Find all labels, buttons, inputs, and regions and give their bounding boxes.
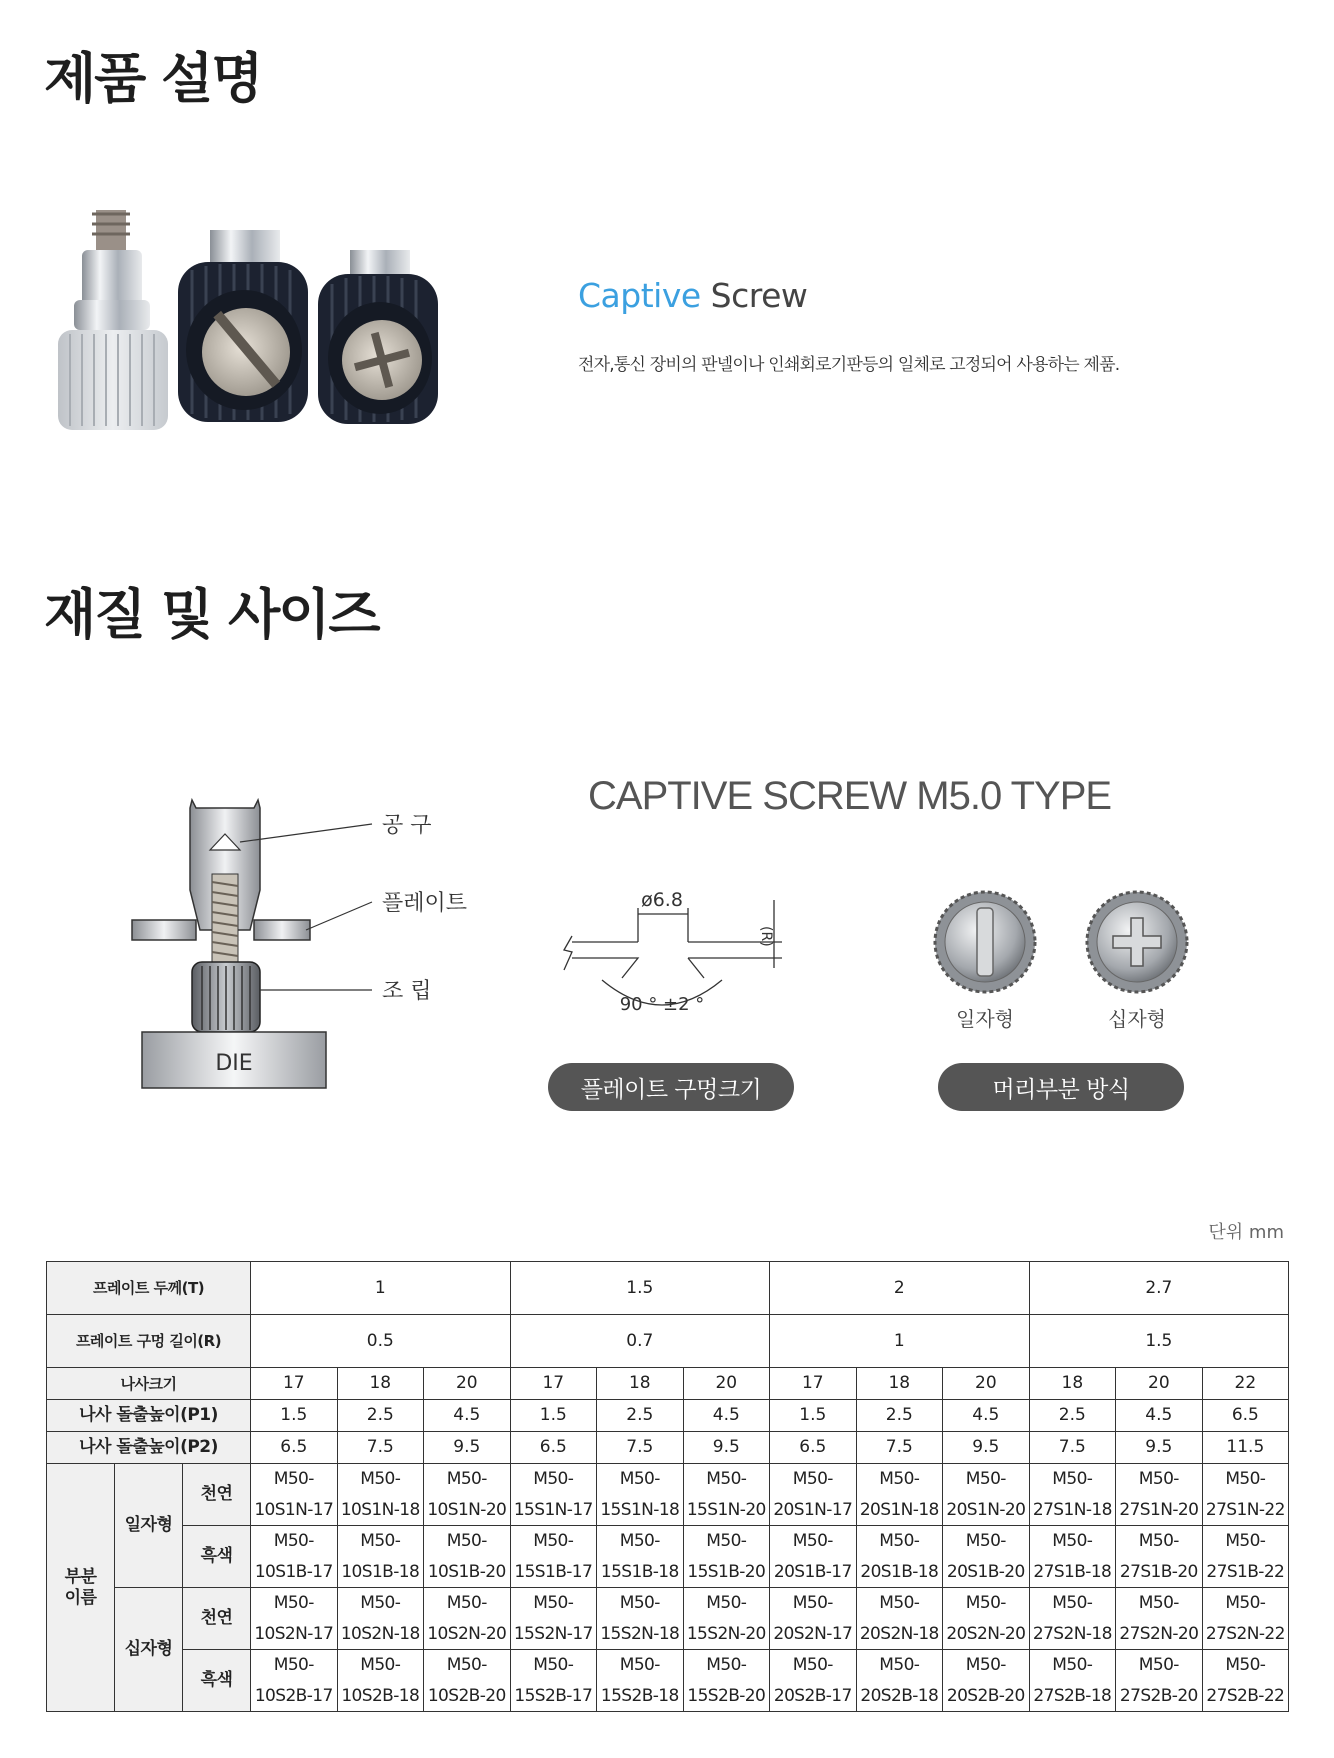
part-code-prefix: M50- (943, 1588, 1030, 1619)
spec-table (46, 1261, 1289, 1712)
head-cross-label: 십자형 (1108, 1007, 1166, 1031)
table-cell: 0.7 (510, 1315, 770, 1368)
table-cell: 1 (251, 1262, 511, 1315)
product-description: 전자,통신 장비의 판넬이나 인쇄회로기판등의 일체로 고정되어 사용하는 제품. (578, 355, 1120, 375)
part-code-prefix: M50- (1202, 1464, 1289, 1495)
table-cell: 20 (424, 1368, 511, 1400)
part-code: 27S1B-18 (1029, 1557, 1116, 1588)
part-code-prefix: M50- (1116, 1526, 1203, 1557)
part-code: 10S1B-17 (251, 1557, 338, 1588)
part-code-prefix: M50- (943, 1650, 1030, 1681)
part-code: 20S1N-18 (856, 1495, 943, 1526)
part-code: 10S1N-20 (424, 1495, 511, 1526)
part-code: 27S1N-18 (1029, 1495, 1116, 1526)
table-cell: 22 (1202, 1368, 1289, 1400)
assembly-drawing (110, 790, 540, 1110)
part-code: 20S2N-18 (856, 1619, 943, 1650)
table-cell: 1.5 (510, 1262, 770, 1315)
table-cell: 2.7 (1029, 1262, 1289, 1315)
part-code-prefix: M50- (683, 1526, 770, 1557)
part-code: 15S1N-18 (597, 1495, 684, 1526)
table-cell: 4.5 (1116, 1400, 1203, 1432)
part-code-prefix: M50- (510, 1464, 597, 1495)
part-code: 27S1N-20 (1116, 1495, 1203, 1526)
part-code: 20S2B-20 (943, 1681, 1030, 1712)
table-cell: 2.5 (337, 1400, 424, 1432)
label-plate: 플레이트 (382, 891, 468, 916)
part-code: 15S1B-20 (683, 1557, 770, 1588)
part-code: 15S2N-18 (597, 1619, 684, 1650)
table-row (47, 1400, 1289, 1432)
part-code: 20S1B-17 (770, 1557, 857, 1588)
part-code-prefix: M50- (943, 1464, 1030, 1495)
table-cell: 7.5 (597, 1432, 684, 1464)
part-code: 27S2N-20 (1116, 1619, 1203, 1650)
part-code: 10S2N-20 (424, 1619, 511, 1650)
table-row (47, 1464, 1289, 1495)
part-code-prefix: M50- (597, 1526, 684, 1557)
table-cell: 1.5 (510, 1400, 597, 1432)
part-code-prefix: M50- (337, 1588, 424, 1619)
table-cell: 17 (251, 1368, 338, 1400)
part-code-prefix: M50- (597, 1650, 684, 1681)
table-cell: 6.5 (510, 1432, 597, 1464)
part-code-prefix: M50- (510, 1650, 597, 1681)
product-name-part2: Screw (700, 276, 808, 315)
part-code-prefix: M50- (1029, 1464, 1116, 1495)
part-code-prefix: M50- (1202, 1588, 1289, 1619)
part-code: 20S1N-20 (943, 1495, 1030, 1526)
label-tool: 공 구 (382, 813, 432, 838)
table-cell: 2 (770, 1262, 1030, 1315)
part-code: 20S2B-18 (856, 1681, 943, 1712)
part-code-prefix: M50- (1116, 1464, 1203, 1495)
row-header: 프레이트 두께(T) (47, 1262, 251, 1315)
part-code-prefix: M50- (1202, 1650, 1289, 1681)
part-code-prefix: M50- (770, 1650, 857, 1681)
part-code-prefix: M50- (1029, 1588, 1116, 1619)
part-code-prefix: M50- (510, 1588, 597, 1619)
hole-angle-label: 90 ° ±2 ° (619, 994, 705, 1015)
hole-size-diagram (562, 880, 792, 1040)
part-code-prefix: M50- (597, 1464, 684, 1495)
part-code: 27S2N-22 (1202, 1619, 1289, 1650)
table-cell: 6.5 (770, 1432, 857, 1464)
product-name (578, 276, 807, 315)
table-row (47, 1262, 1289, 1315)
section-title-material-size: 재질 및 사이즈 (44, 583, 379, 646)
table-cell: 9.5 (943, 1432, 1030, 1464)
part-name-header: 부분 이름 (47, 1464, 115, 1712)
table-row (47, 1588, 1289, 1619)
table-cell: 1.5 (770, 1400, 857, 1432)
group-header: 일자형 (115, 1464, 183, 1588)
part-code: 27S2N-18 (1029, 1619, 1116, 1650)
part-code-prefix: M50- (251, 1526, 338, 1557)
table-row (47, 1650, 1289, 1681)
part-code: 27S1B-20 (1116, 1557, 1203, 1588)
part-code-prefix: M50- (1116, 1588, 1203, 1619)
table-cell: 9.5 (1116, 1432, 1203, 1464)
part-code-prefix: M50- (251, 1650, 338, 1681)
finish-header: 천연 (183, 1464, 251, 1526)
part-code: 15S1N-20 (683, 1495, 770, 1526)
table-row (47, 1368, 1289, 1400)
table-cell: 18 (856, 1368, 943, 1400)
finish-header: 천연 (183, 1588, 251, 1650)
part-code-prefix: M50- (424, 1650, 511, 1681)
table-cell: 4.5 (424, 1400, 511, 1432)
table-cell: 4.5 (943, 1400, 1030, 1432)
table-cell: 1.5 (251, 1400, 338, 1432)
part-code: 15S2B-20 (683, 1681, 770, 1712)
finish-header: 흑색 (183, 1526, 251, 1588)
part-code: 27S2B-18 (1029, 1681, 1116, 1712)
hole-radius-label: (R) (758, 926, 774, 947)
table-cell: 2.5 (597, 1400, 684, 1432)
table-cell: 7.5 (1029, 1432, 1116, 1464)
part-code-prefix: M50- (337, 1650, 424, 1681)
part-code-prefix: M50- (943, 1526, 1030, 1557)
table-cell: 20 (1116, 1368, 1203, 1400)
part-code-prefix: M50- (1029, 1526, 1116, 1557)
unit-label: 단위 mm (1208, 1222, 1284, 1243)
part-code: 20S1B-18 (856, 1557, 943, 1588)
part-code: 10S2B-18 (337, 1681, 424, 1712)
part-code-prefix: M50- (424, 1526, 511, 1557)
part-code: 27S2B-22 (1202, 1681, 1289, 1712)
label-assembly: 조 립 (382, 979, 432, 1004)
part-code: 20S2N-20 (943, 1619, 1030, 1650)
row-header: 나사 돌출높이(P2) (47, 1432, 251, 1464)
table-cell: 2.5 (1029, 1400, 1116, 1432)
row-header: 나사 돌출높이(P1) (47, 1400, 251, 1432)
table-cell: 18 (337, 1368, 424, 1400)
part-code-prefix: M50- (856, 1588, 943, 1619)
part-code: 10S2B-20 (424, 1681, 511, 1712)
table-cell: 2.5 (856, 1400, 943, 1432)
product-name-part1: Captive (578, 276, 701, 315)
table-cell: 4.5 (683, 1400, 770, 1432)
finish-header: 흑색 (183, 1650, 251, 1712)
part-code-prefix: M50- (856, 1526, 943, 1557)
part-code-prefix: M50- (424, 1588, 511, 1619)
table-cell: 11.5 (1202, 1432, 1289, 1464)
table-row (47, 1315, 1289, 1368)
part-code: 15S1B-18 (597, 1557, 684, 1588)
table-row (47, 1526, 1289, 1557)
part-code-prefix: M50- (337, 1526, 424, 1557)
part-code: 10S1B-18 (337, 1557, 424, 1588)
part-code: 15S1B-17 (510, 1557, 597, 1588)
table-cell: 7.5 (337, 1432, 424, 1464)
part-code-prefix: M50- (1029, 1650, 1116, 1681)
row-header: 프레이트 구멍 길이(R) (47, 1315, 251, 1368)
part-code-prefix: M50- (1116, 1650, 1203, 1681)
part-code-prefix: M50- (856, 1650, 943, 1681)
part-code-prefix: M50- (1202, 1526, 1289, 1557)
part-code-prefix: M50- (510, 1526, 597, 1557)
table-cell: 17 (510, 1368, 597, 1400)
part-code-prefix: M50- (683, 1650, 770, 1681)
table-cell: 20 (943, 1368, 1030, 1400)
part-code: 20S2B-17 (770, 1681, 857, 1712)
part-code: 20S1N-17 (770, 1495, 857, 1526)
part-code: 10S1N-17 (251, 1495, 338, 1526)
group-header: 십자형 (115, 1588, 183, 1712)
part-code-prefix: M50- (770, 1464, 857, 1495)
table-cell: 20 (683, 1368, 770, 1400)
part-code: 27S2B-20 (1116, 1681, 1203, 1712)
table-cell: 6.5 (251, 1432, 338, 1464)
part-code-prefix: M50- (770, 1526, 857, 1557)
table-cell: 17 (770, 1368, 857, 1400)
part-code: 15S2B-18 (597, 1681, 684, 1712)
table-cell: 7.5 (856, 1432, 943, 1464)
part-code: 15S2N-20 (683, 1619, 770, 1650)
table-cell: 18 (597, 1368, 684, 1400)
type-title: CAPTIVE SCREW M5.0 TYPE (588, 774, 1112, 818)
part-code-prefix: M50- (597, 1588, 684, 1619)
table-cell: 1 (770, 1315, 1030, 1368)
hole-diameter-label: ø6.8 (641, 889, 683, 911)
table-cell: 6.5 (1202, 1400, 1289, 1432)
part-code: 10S2N-18 (337, 1619, 424, 1650)
part-code-prefix: M50- (683, 1464, 770, 1495)
table-cell: 0.5 (251, 1315, 511, 1368)
part-code: 15S2B-17 (510, 1681, 597, 1712)
label-die: DIE (215, 1051, 253, 1076)
table-cell: 9.5 (424, 1432, 511, 1464)
head-type-badge: 머리부분 방식 (938, 1063, 1184, 1111)
plate-hole-size-badge: 플레이트 구멍크기 (548, 1063, 794, 1111)
section-title-description: 제품 설명 (44, 47, 262, 110)
head-types-diagram (925, 890, 1195, 1050)
part-code-prefix: M50- (683, 1588, 770, 1619)
part-code-prefix: M50- (251, 1588, 338, 1619)
part-code: 15S2N-17 (510, 1619, 597, 1650)
part-code-prefix: M50- (424, 1464, 511, 1495)
part-code: 10S2N-17 (251, 1619, 338, 1650)
part-code: 10S1B-20 (424, 1557, 511, 1588)
part-code: 20S1B-20 (943, 1557, 1030, 1588)
part-code: 27S1N-22 (1202, 1495, 1289, 1526)
row-header: 나사크기 (47, 1368, 251, 1400)
table-cell: 1.5 (1029, 1315, 1289, 1368)
product-photo (50, 200, 500, 490)
part-code-prefix: M50- (856, 1464, 943, 1495)
part-code: 10S2B-17 (251, 1681, 338, 1712)
table-cell: 18 (1029, 1368, 1116, 1400)
table-cell: 9.5 (683, 1432, 770, 1464)
part-code: 20S2N-17 (770, 1619, 857, 1650)
part-code-prefix: M50- (770, 1588, 857, 1619)
part-code: 10S1N-18 (337, 1495, 424, 1526)
part-code: 15S1N-17 (510, 1495, 597, 1526)
part-code-prefix: M50- (251, 1464, 338, 1495)
part-code-prefix: M50- (337, 1464, 424, 1495)
table-row (47, 1432, 1289, 1464)
part-code: 27S1B-22 (1202, 1557, 1289, 1588)
head-slotted-label: 일자형 (956, 1007, 1014, 1031)
